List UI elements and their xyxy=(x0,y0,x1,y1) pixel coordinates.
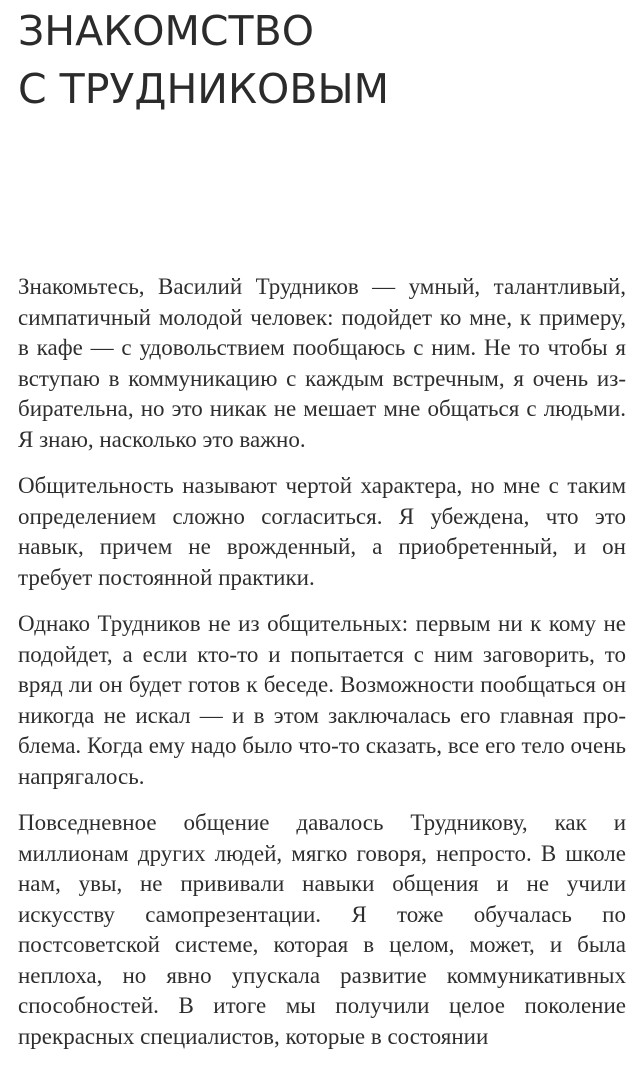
chapter-title-line-2: С ТРУДНИКОВЫМ xyxy=(18,65,390,113)
chapter-title xyxy=(18,2,618,118)
paragraph: Повседневное общение давалось Трудникову, как и миллионам других людей, мягко говоря, непросто. В школе нам, увы, не прививали навыки общения и не учили искусству самопрезентации. Я тоже обучалась по постсоветской системе, которая в целом, может, и была неплоха, но явно упускала развитие коммуникативных способностей. В итоге мы получили целое поколение прекрасных специалистов, которые в состоянии xyxy=(18,810,626,1049)
paragraph: Однако Трудников не из общительных: первым ни к кому не подойдет, а если кто-то и попытается с ним заговорить, то вряд ли он будет готов к беседе. Возможности пообщаться он никогда не искал — и в этом заключалась его главная проблема. Когда ему надо было что-то сказать, все его тело очень напрягалось. xyxy=(18,611,626,789)
chapter-body xyxy=(18,272,626,1068)
paragraph: Общительность называют чертой характера, но мне с таким определением сложно согласиться. Я убеждена, что это навык, причем не врожденный, а приобретенный, и он требует постоянной практики. xyxy=(18,473,626,590)
chapter-title-line-1: ЗНАКОМСТВО xyxy=(18,7,314,55)
paragraph: Знакомьтесь, Василий Трудников — умный, талантливый, симпатичный молодой человек: подойдет ко мне, к примеру, в кафе — с удовольствием пообщаюсь с ним. Не то чтобы я вступаю в коммуникацию с каждым встречным, я очень избирательна, но это никак не мешает мне общаться с людьми. Я знаю, насколько это важно. xyxy=(18,274,626,452)
